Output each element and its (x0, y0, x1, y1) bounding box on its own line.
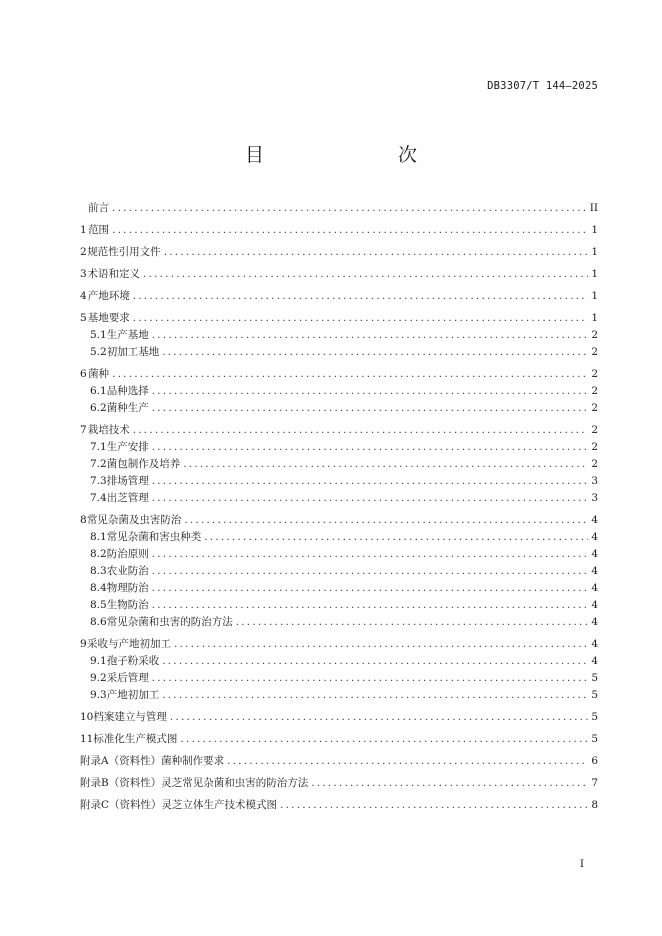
toc-entry-label: 标准化生产模式图 (93, 733, 178, 745)
toc-entry-label: 菌种生产 (106, 402, 149, 414)
toc-entry-label: 菌种制作要求 (161, 755, 225, 767)
toc-entry[interactable] (80, 490, 598, 507)
toc-entry-page: 1 (591, 268, 598, 280)
toc-entry-number: 7 (80, 424, 87, 436)
toc-entry-page: 3 (591, 475, 598, 487)
toc-entry[interactable] (80, 456, 598, 473)
toc-entry-page: 2 (591, 424, 598, 436)
dot-leader (164, 244, 589, 261)
dot-leader (143, 266, 588, 283)
dot-leader (183, 456, 588, 473)
toc-entry[interactable] (80, 266, 598, 283)
toc-entry[interactable] (80, 687, 598, 704)
dot-leader (112, 222, 588, 239)
toc-entry-label: 基地要求 (87, 312, 130, 324)
toc-entry[interactable] (80, 636, 598, 653)
dot-leader (180, 731, 588, 748)
dot-leader (227, 753, 588, 770)
toc-entry-number: 8 (80, 514, 87, 526)
page-title: 目 次 (244, 144, 449, 166)
toc-entry-number: 10 (80, 711, 94, 723)
toc-entry-page: 2 (591, 385, 598, 397)
toc-entry-number: 3 (80, 268, 87, 280)
toc-entry[interactable] (80, 709, 598, 726)
dot-leader (152, 546, 589, 563)
toc-entry-label: 农业防治 (106, 565, 149, 577)
toc-entry-number: 8.2 (90, 548, 107, 560)
toc-entry[interactable] (80, 439, 598, 456)
toc-entry-page: 5 (591, 711, 598, 723)
toc-entry-page: 4 (591, 548, 598, 560)
toc-entry-page: 1 (591, 290, 598, 302)
toc-entry-number: 6.2 (90, 402, 107, 414)
toc-entry-number: 6.1 (90, 385, 107, 397)
toc-entry-page: 2 (591, 368, 598, 380)
toc-entry[interactable] (80, 473, 598, 490)
toc-entry-label: 初加工基地 (106, 346, 160, 358)
dot-leader (311, 775, 588, 792)
toc-entry-page: 1 (591, 312, 598, 324)
toc-entry-label: 产地初加工 (106, 689, 160, 701)
dot-leader (162, 344, 588, 361)
toc-entry-number: 9.2 (90, 672, 107, 684)
toc-entry[interactable] (80, 529, 598, 546)
dot-leader (152, 327, 589, 344)
toc-entry[interactable] (80, 731, 598, 748)
toc-entry-number: 6 (80, 368, 87, 380)
dot-leader (236, 614, 589, 631)
dot-leader (152, 473, 589, 490)
toc-entry-number: 8.4 (90, 582, 107, 594)
toc-entry[interactable] (80, 366, 598, 383)
toc-entry-number: 7.4 (90, 492, 107, 504)
toc-entry-label: 物理防治 (106, 582, 149, 594)
toc-entry[interactable] (80, 512, 598, 529)
toc-entry-label: 常见杂菌和害虫种类 (106, 531, 202, 543)
toc-entry-label: 生产基地 (106, 329, 149, 341)
toc-appendix-entry[interactable] (80, 753, 598, 770)
dot-leader (112, 200, 587, 217)
toc-entry-label: 生物防治 (106, 599, 149, 611)
toc-entry-page: 1 (591, 224, 598, 236)
toc-entry-page: 4 (591, 638, 598, 650)
standard-code: DB3307/T 144—2025 (487, 80, 598, 92)
toc-entry-page: 5 (591, 689, 598, 701)
toc-entry-number: 9 (80, 638, 87, 650)
toc-entry[interactable] (80, 288, 598, 305)
toc-entry-label: 栽培技术 (87, 424, 130, 436)
toc-appendix-entry[interactable] (80, 775, 598, 792)
toc-entry-label: 排场管理 (106, 475, 149, 487)
toc-entry-label: 产地环境 (87, 290, 130, 302)
toc-entry-number: 8.6 (90, 616, 107, 628)
toc-entry[interactable] (80, 670, 598, 687)
toc-entry-label: 生产安排 (106, 441, 149, 453)
toc-entry-page: 2 (591, 441, 598, 453)
toc-entry-number: 7.3 (90, 475, 107, 487)
dot-leader (152, 563, 589, 580)
toc-entry-page: 3 (591, 492, 598, 504)
toc-entry-label: 采后管理 (106, 672, 149, 684)
toc-entry-number: 5.1 (90, 329, 107, 341)
toc-entry-number: 2 (80, 246, 87, 258)
toc-entry-number: 8.5 (90, 599, 107, 611)
toc-entry-number: 5 (80, 312, 87, 324)
table-of-contents (80, 200, 598, 814)
dot-leader (152, 383, 589, 400)
dot-leader (162, 653, 588, 670)
dot-leader (152, 597, 589, 614)
toc-entry-label: 档案建立与管理 (93, 711, 167, 723)
toc-entry-page: 7 (591, 777, 598, 789)
toc-entry-label: 术语和定义 (87, 268, 141, 280)
toc-entry-label: 灵芝常见杂菌和虫害的防治方法 (161, 777, 309, 789)
dot-leader (112, 366, 588, 383)
dot-leader (133, 288, 589, 305)
dot-leader (152, 580, 589, 597)
toc-entry[interactable] (80, 653, 598, 670)
toc-entry[interactable] (80, 400, 598, 417)
toc-entry-page: 2 (591, 402, 598, 414)
toc-entry-number: 8.3 (90, 565, 107, 577)
toc-entry-page: 2 (591, 346, 598, 358)
toc-appendix-entry[interactable] (80, 797, 598, 814)
toc-entry-number: 附录B（资料性） (80, 777, 162, 789)
toc-entry[interactable] (80, 310, 598, 327)
toc-entry-label: 孢子粉采收 (106, 655, 160, 667)
toc-entry-number: 7.2 (90, 458, 107, 470)
toc-entry-page: 2 (591, 329, 598, 341)
toc-entry-page: 4 (591, 655, 598, 667)
toc-entry-page: 5 (591, 733, 598, 745)
toc-entry-label: 菌种 (88, 368, 110, 380)
dot-leader (152, 490, 589, 507)
toc-entry-number: 附录C（资料性） (80, 799, 162, 811)
dot-leader (174, 636, 588, 653)
toc-entry-number: 5.2 (90, 346, 107, 358)
toc-entry-page: 6 (591, 755, 598, 767)
toc-entry-page: 4 (591, 531, 598, 543)
toc-entry-label: 范围 (88, 224, 110, 236)
toc-entry-page: 1 (591, 246, 598, 258)
toc-entry-label: 菌包制作及培养 (106, 458, 181, 470)
toc-entry-number: 4 (80, 290, 87, 302)
toc-entry-number: 8.1 (90, 531, 107, 543)
toc-entry-page: 4 (591, 565, 598, 577)
toc-entry-label: 出芝管理 (106, 492, 149, 504)
toc-entry-page: 5 (591, 672, 598, 684)
toc-entry-page: II (589, 202, 598, 214)
toc-entry-label: 采收与产地初加工 (87, 638, 172, 650)
toc-entry[interactable] (80, 200, 598, 217)
toc-entry[interactable] (80, 422, 598, 439)
toc-entry-label: 规范性引用文件 (87, 246, 161, 258)
toc-entry[interactable] (80, 580, 598, 597)
dot-leader (170, 709, 588, 726)
toc-entry-label: 灵芝立体生产技术模式图 (161, 799, 278, 811)
toc-entry[interactable] (80, 344, 598, 361)
toc-entry[interactable] (80, 327, 598, 344)
dot-leader (162, 687, 588, 704)
dot-leader (204, 529, 588, 546)
toc-entry-number: 11 (80, 733, 94, 745)
toc-entry-number: 附录A（资料性） (80, 755, 162, 767)
toc-entry[interactable] (80, 222, 598, 239)
dot-leader (152, 400, 589, 417)
dot-leader (184, 512, 588, 529)
toc-entry[interactable] (80, 614, 598, 631)
toc-entry-number: 7.1 (90, 441, 107, 453)
toc-entry-page: 4 (591, 599, 598, 611)
dot-leader (152, 439, 589, 456)
toc-entry[interactable] (80, 597, 598, 614)
toc-entry-number: 9.3 (90, 689, 107, 701)
toc-entry[interactable] (80, 244, 598, 261)
toc-entry-number: 9.1 (90, 655, 107, 667)
toc-entry-number: 1 (80, 224, 87, 236)
toc-entry-label: 品种选择 (106, 385, 149, 397)
toc-entry-page: 4 (591, 582, 598, 594)
toc-entry-label: 常见杂菌及虫害防治 (86, 514, 182, 526)
dot-leader (280, 797, 588, 814)
toc-entry-page: 4 (591, 514, 598, 526)
toc-entry[interactable] (80, 563, 598, 580)
toc-entry[interactable] (80, 546, 598, 563)
toc-entry-label: 防治原则 (106, 548, 149, 560)
dot-leader (133, 422, 589, 439)
dot-leader (133, 310, 589, 327)
dot-leader (152, 670, 589, 687)
page-number: I (579, 858, 584, 870)
toc-entry-label: 前言 (88, 202, 110, 214)
toc-entry-page: 4 (591, 616, 598, 628)
toc-entry-page: 2 (591, 458, 598, 470)
toc-entry-page: 8 (591, 799, 598, 811)
toc-entry-label: 常见杂菌和虫害的防治方法 (106, 616, 233, 628)
toc-entry[interactable] (80, 383, 598, 400)
